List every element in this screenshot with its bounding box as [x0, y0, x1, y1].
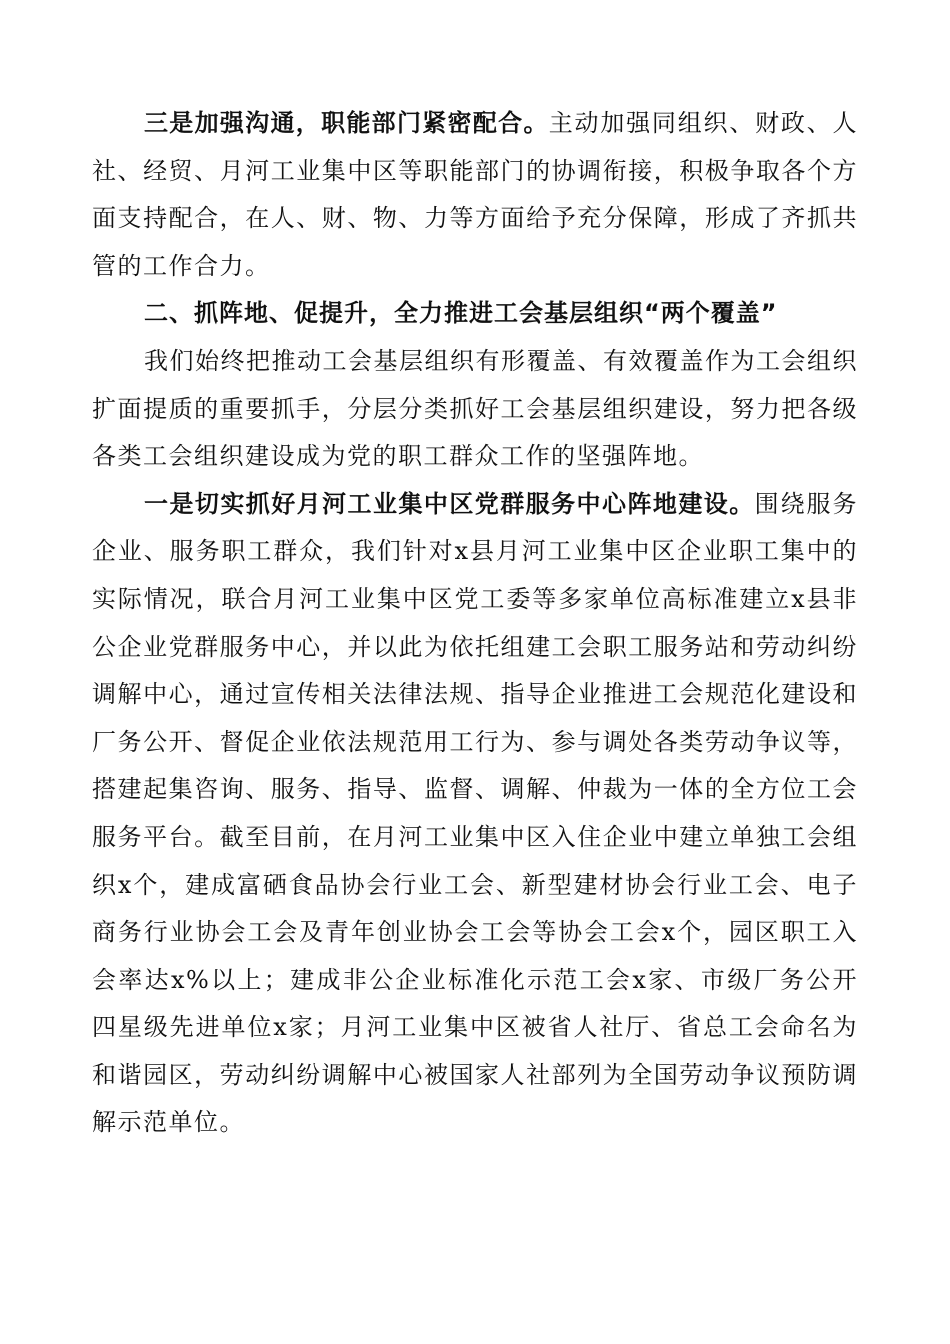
paragraph-text: 围绕服务企业、服务职工群众，我们针对x县月河工业集中区企业职工集中的实际情况，联合月河工业集中区党工委等多家单位高标准建立x县非公企业党群服务中心，并以此为依托组建工会职工服务站和劳动纠纷调解中心，通过宣传相关法律法规、指导企业推进工会规范化建设和厂务公开、督促企业依法规范用工行为、参与调处各类劳动争议等，搭建起集咨询、服务、指导、监督、调解、仲裁为一体的全方位工会服务平台。截至目前，在月河工业集中区入住企业中建立单独工会组织x个，建成富硒食品协会行业工会、新型建材协会行业工会、电子商务行业协会工会及青年创业协会工会等协会工会x个，园区职工入会率达x%以上；建成非公企业标准化示范工会x家、市级厂务公开四星级先进单位x家；月河工业集中区被省人社厅、省总工会命名为和谐园区，劳动纠纷调解中心被国家人社部列为全国劳动争议预防调解示范单位。 — [92, 489, 859, 1137]
paragraph-lead-bold: 一是切实抓好月河工业集中区党群服务中心阵地建设。 — [144, 489, 755, 518]
section-heading: 二、抓阵地、促提升，全力推进工会基层组织“两个覆盖” — [144, 299, 778, 328]
document-body — [92, 100, 858, 1147]
paragraph-communication — [92, 100, 858, 290]
paragraph-text: 主动加强同组织、财政、人社、经贸、月河工业集中区等职能部门的协调衔接，积极争取各个方面支持配合，在人、财、物、力等方面给予充分保障，形成了齐抓共管的工作合力。 — [92, 109, 859, 280]
paragraph-coverage — [92, 338, 858, 481]
paragraph-lead-bold: 三是加强沟通，职能部门紧密配合。 — [144, 109, 549, 137]
paragraph-text: 我们始终把推动工会基层组织有形覆盖、有效覆盖作为工会组织扩面提质的重要抓手，分层分类抓好工会基层组织建设，努力把各级各类工会组织建设成为党的职工群众工作的坚强阵地。 — [92, 346, 858, 471]
paragraph-service-center — [92, 481, 858, 1147]
